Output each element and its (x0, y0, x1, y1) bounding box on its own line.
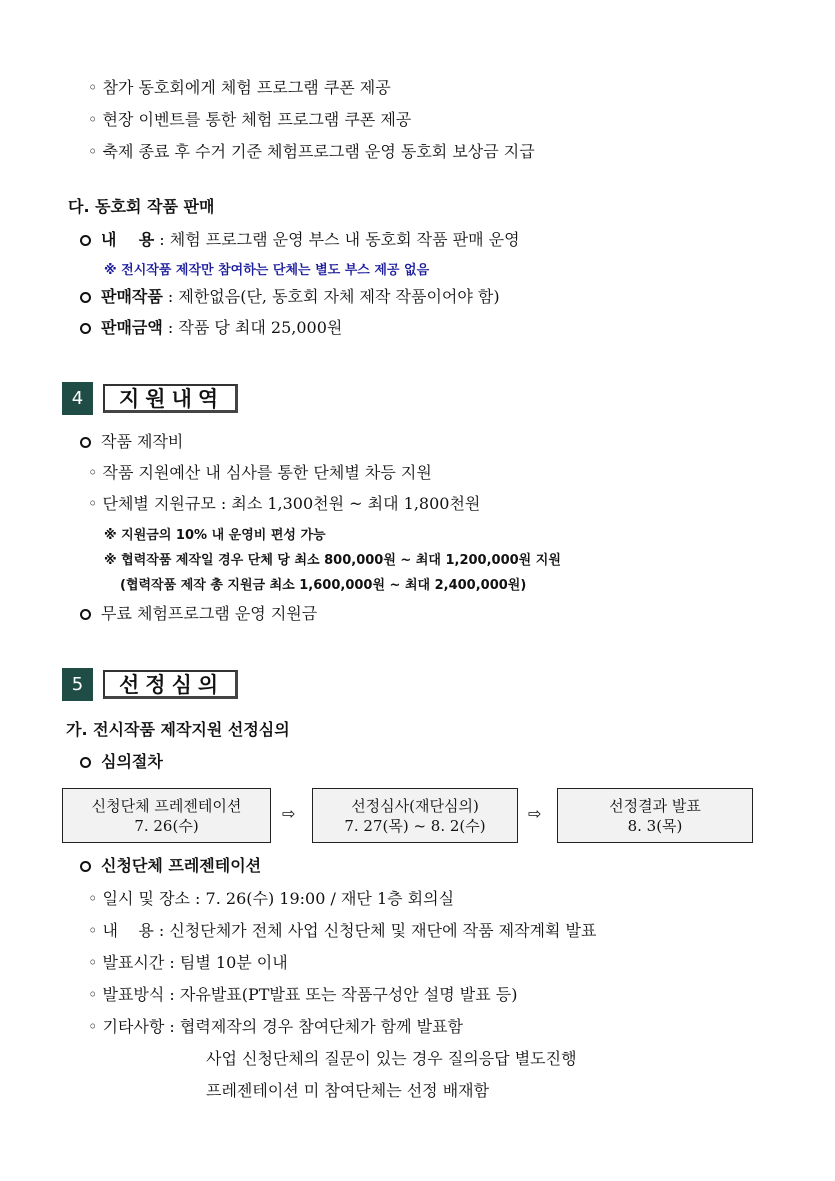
process-step-presentation (62, 788, 271, 843)
circle-bullet-icon (80, 609, 91, 620)
step-title: 선정심사(재단심의) (351, 796, 479, 815)
heading-da: 다. 동호회 작품 판매 (68, 197, 215, 216)
da-items-row (80, 287, 500, 307)
circle-bullet-icon (80, 861, 91, 872)
sec4-note-1: ※ 지원금의 10% 내 운영비 편성 가능 (104, 528, 326, 543)
da-price-value: : 작품 당 최대 25,000원 (162, 318, 343, 337)
sec5-presentation (80, 856, 261, 876)
da-items-label: 판매작품 (101, 287, 163, 306)
section-title: 선정심의 (103, 670, 238, 699)
da-price-label: 판매금액 (101, 318, 163, 337)
da-note: ※ 전시작품 제작만 참여하는 단체는 별도 부스 제공 없음 (104, 263, 430, 278)
sec4-item2-label: 무료 체험프로그램 운영 지원금 (101, 604, 318, 623)
heading-ga: 가. 전시작품 제작지원 선정심의 (66, 720, 290, 739)
bullet-compensation: ◦ 축제 종료 후 수거 기준 체험프로그램 운영 동호회 보상금 지급 (88, 142, 535, 161)
circle-bullet-icon (80, 292, 91, 303)
da-items-value: : 제한없음(단, 동호회 자체 제작 작품이어야 함) (162, 287, 500, 306)
bullet-coupon-participants: ◦ 참가 동호회에게 체험 프로그램 쿠폰 제공 (88, 78, 391, 97)
step-title: 신청단체 프레젠테이션 (91, 796, 242, 815)
sec5-detail-method: ◦ 발표방식 : 자유발표(PT발표 또는 작품구성안 설명 발표 등) (88, 985, 518, 1004)
da-price-row (80, 318, 342, 338)
right-arrow-icon: ⇨ (528, 804, 542, 823)
circle-bullet-icon (80, 235, 91, 246)
sec5-detail-content: ◦ 내 용 : 신청단체가 전체 사업 신청단체 및 재단에 작품 제작계획 발표 (88, 921, 597, 940)
section-number: 5 (62, 668, 93, 701)
step-date: 7. 27(목) ~ 8. 2(수) (344, 816, 486, 835)
circle-bullet-icon (80, 323, 91, 334)
bullet-coupon-event: ◦ 현장 이벤트를 통한 체험 프로그램 쿠폰 제공 (88, 110, 412, 129)
right-arrow-icon: ⇨ (282, 804, 296, 823)
sec4-item-production (80, 432, 183, 452)
step-date: 8. 3(목) (627, 816, 683, 835)
sec4-bullet-2: ◦ 단체별 지원규모 : 최소 1,300천원 ~ 최대 1,800천원 (88, 494, 481, 513)
sec4-item-free-program (80, 604, 317, 624)
step-date: 7. 26(수) (134, 816, 199, 835)
sec5-procedure (80, 752, 163, 772)
sec5-presentation-label: 신청단체 프레젠테이션 (101, 856, 262, 875)
process-step-announcement (557, 788, 753, 843)
sec4-note-3: (협력작품 제작 총 지원금 최소 1,600,000원 ~ 최대 2,400,000원) (120, 578, 527, 593)
da-content-label: 내 용 (101, 230, 155, 249)
sec5-detail-etc-3: 프레젠테이션 미 참여단체는 선정 배재함 (206, 1081, 490, 1100)
step-title: 선정결과 발표 (609, 796, 701, 815)
sec4-note-2: ※ 협력작품 제작일 경우 단체 당 최소 800,000원 ~ 최대 1,200,000원 지원 (104, 553, 561, 568)
circle-bullet-icon (80, 437, 91, 448)
sec5-detail-etc-2: 사업 신청단체의 질문이 있는 경우 질의응답 별도진행 (206, 1049, 577, 1068)
circle-bullet-icon (80, 757, 91, 768)
process-step-review (312, 788, 518, 843)
sec5-detail-time: ◦ 발표시간 : 팀별 10분 이내 (88, 953, 288, 972)
sec4-item1-label: 작품 제작비 (101, 432, 184, 451)
section-number: 4 (62, 382, 93, 415)
section-title: 지원내역 (103, 384, 238, 413)
sec5-detail-datetime: ◦ 일시 및 장소 : 7. 26(수) 19:00 / 재단 1층 회의실 (88, 889, 455, 908)
da-content-value: : 체험 프로그램 운영 부스 내 동호회 작품 판매 운영 (154, 230, 520, 249)
sec5-detail-etc: ◦ 기타사항 : 협력제작의 경우 참여단체가 함께 발표함 (88, 1017, 464, 1036)
section-5-header (62, 668, 238, 701)
sec5-procedure-label: 심의절차 (101, 752, 163, 771)
da-content-row (80, 230, 520, 250)
section-4-header (62, 382, 238, 415)
sec4-bullet-1: ◦ 작품 지원예산 내 심사를 통한 단체별 차등 지원 (88, 463, 432, 482)
